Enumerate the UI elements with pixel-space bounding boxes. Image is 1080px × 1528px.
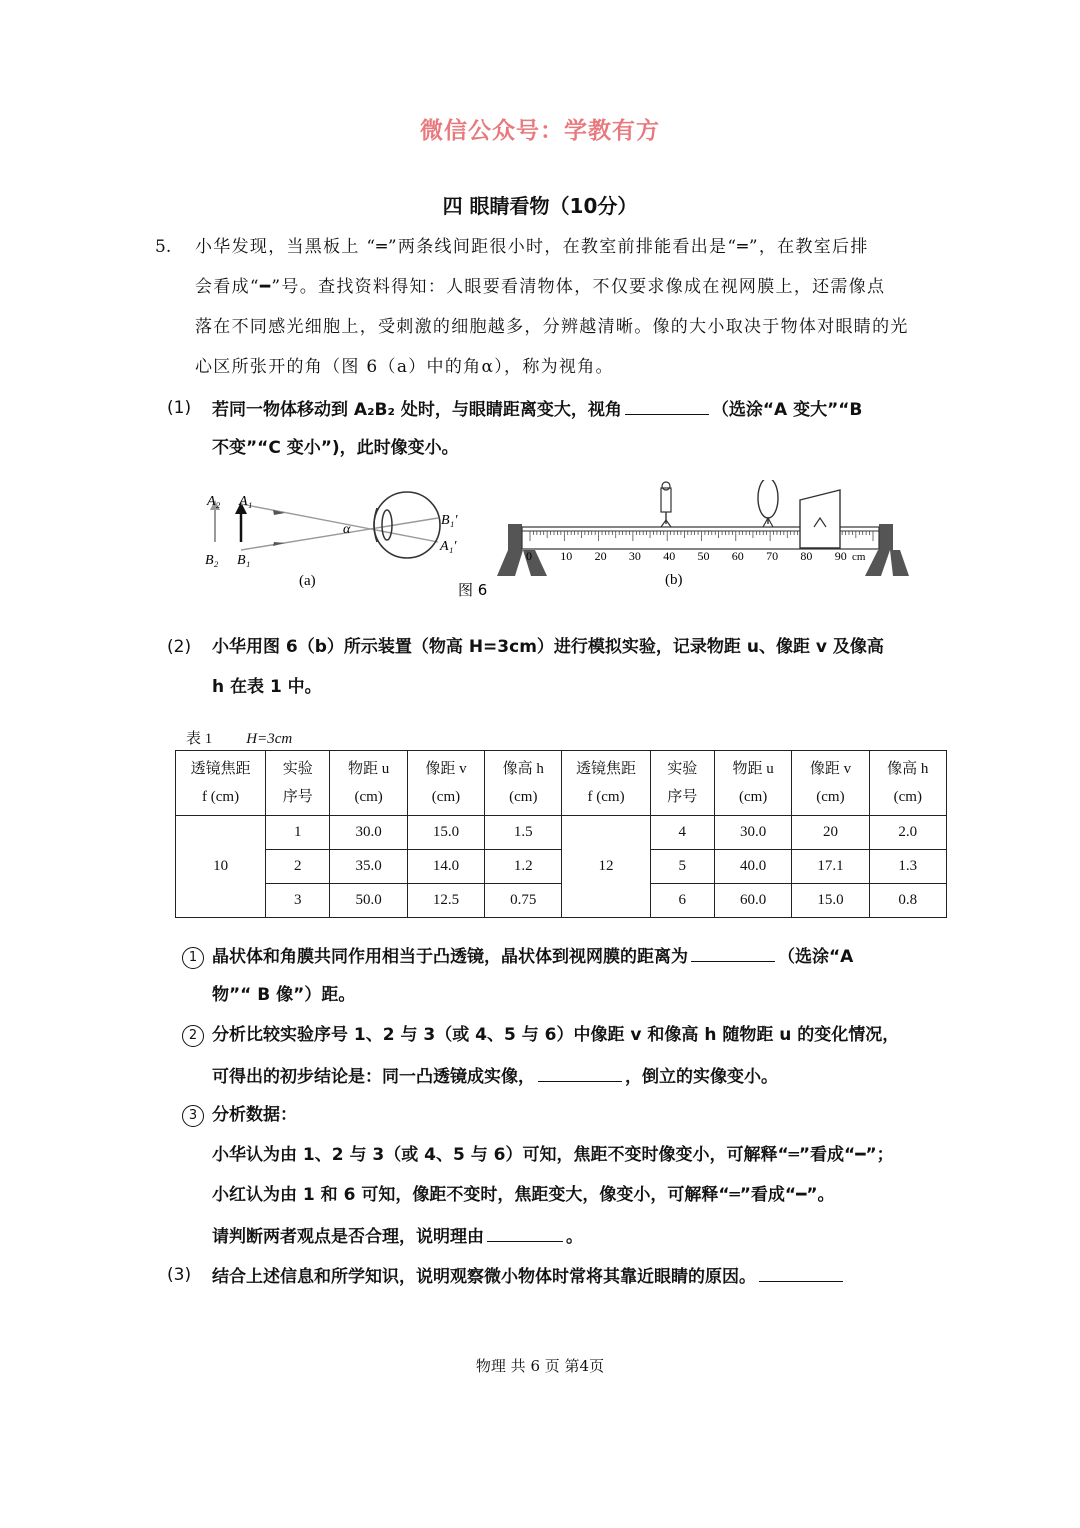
item-3-line-3: 小红认为由 1 和 6 可知，像距不变时，焦距变大，像变小，可解释“═”看成“━”。 xyxy=(212,1185,835,1205)
label-b2: B₂ xyxy=(205,553,219,568)
ruler-tick-label: 60 xyxy=(731,549,744,563)
bench-leg-left xyxy=(497,550,523,576)
sub1-line-1 xyxy=(212,396,862,422)
table-caption-height: H=3cm xyxy=(246,731,293,747)
eye-diagram xyxy=(205,492,458,589)
label-a: (a) xyxy=(299,573,316,589)
focal-length-cell: 10 xyxy=(176,816,266,918)
ruler-labels xyxy=(526,549,847,563)
sub2-number: (2) xyxy=(167,637,192,657)
optical-bench xyxy=(497,480,909,588)
item-2-line-2 xyxy=(212,1063,778,1089)
sub3-line xyxy=(212,1263,846,1289)
ruler-unit: cm xyxy=(852,551,866,563)
item-1-line-1 xyxy=(182,943,853,969)
label-b1-prime: B₁′ xyxy=(441,513,458,528)
convex-lens xyxy=(758,480,778,518)
label-a1: A₁ xyxy=(239,494,253,509)
sub1-text-b: （选涂“A 变大”“B xyxy=(711,400,863,420)
circled-number-1: 1 xyxy=(182,947,204,969)
data-table xyxy=(175,750,947,918)
intro-line-1: 小华发现，当黑板上 “═”两条线间距很小时，在教室前排能看出是“═”，在教室后排 xyxy=(195,237,869,257)
circled-number-2: 2 xyxy=(182,1025,204,1047)
table-caption xyxy=(186,727,292,748)
item-1-text-a: 晶状体和角膜共同作用相当于凸透镜，晶状体到视网膜的距离为 xyxy=(212,947,688,967)
item-2-text-a: 分析比较实验序号 1、2 与 3（或 4、5 与 6）中像距 v 和像高 h 随物距 u 的变化情况， xyxy=(212,1025,900,1045)
answer-blank-5[interactable] xyxy=(759,1263,843,1282)
item-1-text-b: （选涂“A xyxy=(778,947,854,967)
table-header-row: 透镜焦距 f (cm) 实验 序号 物距 u (cm) 像距 v (cm) 像高 h (cm) 透镜焦距 f (cm) 实验 序号 物距 u (cm) 像距 v (cm) 像高 h (cm) xyxy=(176,751,947,816)
answer-blank-3[interactable] xyxy=(538,1063,622,1082)
watermark: 微信公众号：学教有方 xyxy=(420,118,660,144)
table-caption-label: 表 1 xyxy=(186,731,213,747)
answer-blank-2[interactable] xyxy=(691,943,775,962)
focal-length-cell: 12 xyxy=(562,816,650,918)
lens xyxy=(382,510,392,540)
bench-leg-left-2 xyxy=(865,550,890,576)
item-3-text-e: 。 xyxy=(566,1227,583,1247)
label-a1-prime: A₁′ xyxy=(440,539,457,554)
section-title: 四 眼睛看物（10分） xyxy=(442,194,638,218)
item-1-line-2: 物”“ B 像”）距。 xyxy=(212,985,356,1005)
item-2-line-1 xyxy=(182,1023,899,1047)
figure-caption: 图 6 xyxy=(458,581,488,599)
bench-end-left xyxy=(508,524,522,550)
candle xyxy=(661,488,671,512)
page-footer: 物理 共 6 页 第4页 xyxy=(475,1357,605,1375)
ruler-tick-label: 30 xyxy=(628,549,641,563)
sub3-text: 结合上述信息和所学知识，说明观察微小物体时常将其靠近眼睛的原因。 xyxy=(212,1267,756,1287)
question-number: 5. xyxy=(155,237,172,257)
sub1-number: (1) xyxy=(167,398,192,418)
ruler-tick-label: 70 xyxy=(766,549,779,563)
sub3-number: (3) xyxy=(167,1265,192,1285)
sub1-line-2: 不变”“C 变小”)，此时像变小。 xyxy=(212,438,459,458)
ruler-tick-label: 90 xyxy=(834,549,847,563)
bench-end-right xyxy=(879,524,893,550)
answer-blank-1[interactable] xyxy=(625,396,709,415)
figure-6 xyxy=(195,480,925,605)
intro-line-2: 会看成“━”号。查找资料得知：人眼要看清物体，不仅要求像成在视网膜上，还需像点 xyxy=(195,277,886,297)
table-row: 3 50.0 12.5 0.75 6 60.0 15.0 0.8 xyxy=(176,884,947,918)
intro-line-4: 心区所张开的角（图 6（a）中的角α），称为视角。 xyxy=(195,357,614,377)
intro-line-3: 落在不同感光细胞上，受刺激的细胞越多，分辨越清晰。像的大小取决于物体对眼睛的光 xyxy=(195,317,909,337)
item-2-text-c: ，倒立的实像变小。 xyxy=(625,1067,778,1087)
item-3-text-a: 分析数据： xyxy=(212,1105,297,1125)
eyeball xyxy=(374,492,440,558)
ruler-tick-label: 50 xyxy=(697,549,710,563)
label-a2: A₂ xyxy=(207,494,221,509)
ruler-tick-label: 10 xyxy=(560,549,573,563)
sub2-line-2: h 在表 1 中。 xyxy=(212,677,322,697)
sub2-line-1: 小华用图 6（b）所示装置（物高 H=3cm）进行模拟实验，记录物距 u、像距 v 及像高 xyxy=(212,637,884,657)
table-row: 2 35.0 14.0 1.2 5 40.0 17.1 1.3 xyxy=(176,850,947,884)
item-3-line-2: 小华认为由 1、2 与 3（或 4、5 与 6）可知，焦距不变时像变小，可解释“═”看成“━”； xyxy=(212,1145,894,1165)
label-alpha: α xyxy=(343,522,351,537)
item-3-line-4 xyxy=(212,1223,583,1249)
item-3-text-d: 请判断两者观点是否合理，说明理由 xyxy=(212,1227,484,1247)
bench-leg-right-2 xyxy=(890,550,909,576)
circled-number-3: 3 xyxy=(182,1105,204,1127)
label-b1: B₁ xyxy=(237,553,251,568)
label-b: (b) xyxy=(665,572,683,588)
ruler-tick-label: 40 xyxy=(663,549,676,563)
answer-blank-4[interactable] xyxy=(487,1223,563,1242)
item-2-text-b: 可得出的初步结论是：同一凸透镜成实像， xyxy=(212,1067,535,1087)
ruler-tick-label: 80 xyxy=(800,549,813,563)
table-row: 10 1 30.0 15.0 1.5 12 4 30.0 20 2.0 xyxy=(176,816,947,850)
sub1-text-a: 若同一物体移动到 A₂B₂ 处时，与眼睛距离变大，视角 xyxy=(212,400,622,420)
ruler-tick-label: 0 xyxy=(526,549,532,563)
ruler-tick-label: 20 xyxy=(594,549,607,563)
item-3-line-1 xyxy=(182,1103,297,1127)
